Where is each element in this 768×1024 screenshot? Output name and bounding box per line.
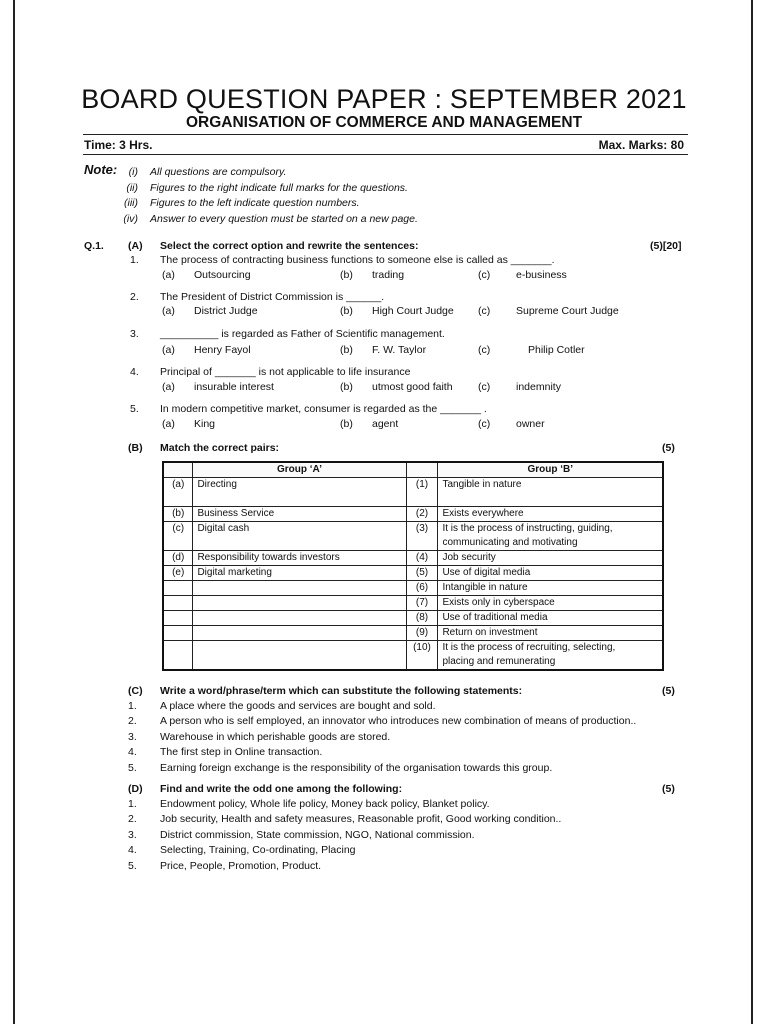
option-text: F. W. Taylor bbox=[372, 344, 427, 356]
option-text: King bbox=[194, 418, 216, 430]
list-item: A place where the goods and services are bought and sold. bbox=[160, 700, 436, 712]
group-b-item: Tangible in nature bbox=[438, 478, 663, 507]
note-num: (i) bbox=[128, 166, 138, 178]
table-row bbox=[163, 611, 663, 626]
section-heading: Match the correct pairs: bbox=[160, 442, 280, 454]
section-label: (A) bbox=[128, 240, 143, 252]
group-b-item-line: placing and remunerating bbox=[442, 656, 556, 667]
list-item: The first step in Online transaction. bbox=[160, 746, 323, 758]
page-title: BOARD QUESTION PAPER : SEPTEMBER 2021 bbox=[81, 84, 687, 114]
note-num: (iii) bbox=[124, 197, 138, 209]
list-item-number: 5. bbox=[128, 860, 137, 872]
option-label: (a) bbox=[162, 269, 175, 281]
mcq-question: In modern competitive market, consumer is regarded as the _______ . bbox=[160, 403, 487, 415]
option-text: High Court Judge bbox=[372, 305, 454, 317]
option-text: owner bbox=[516, 418, 545, 430]
group-a-item: Directing bbox=[193, 478, 406, 507]
section-label: (C) bbox=[128, 685, 143, 697]
table-row bbox=[163, 641, 663, 671]
section-label: (B) bbox=[128, 442, 143, 454]
mcq-question: The process of contracting business functions to someone else is called as _______. bbox=[160, 254, 555, 266]
list-item: A person who is self employed, an innovator who introduces new combination of means of production.. bbox=[160, 715, 637, 727]
group-b-item: Use of digital media bbox=[438, 566, 663, 581]
group-a-item: Business Service bbox=[193, 507, 406, 522]
option-text: trading bbox=[372, 269, 405, 281]
option-label: (b) bbox=[340, 269, 353, 281]
group-a-label: (e) bbox=[163, 566, 193, 581]
section-marks: (5) bbox=[662, 783, 675, 795]
mcq-number: 5. bbox=[130, 403, 139, 415]
right-border-line bbox=[751, 0, 753, 1024]
left-border-line bbox=[13, 0, 15, 1024]
group-a-item bbox=[193, 626, 406, 641]
option-text: Henry Fayol bbox=[194, 344, 251, 356]
option-label: (c) bbox=[478, 344, 491, 356]
group-b-header: Group ‘B’ bbox=[438, 462, 663, 478]
mcq-number: 1. bbox=[130, 254, 139, 266]
option-label: (c) bbox=[478, 269, 491, 281]
mcq-question: Principal of _______ is not applicable to life insurance bbox=[160, 366, 411, 378]
table-row bbox=[163, 626, 663, 641]
list-item-number: 1. bbox=[128, 798, 137, 810]
option-label: (a) bbox=[162, 381, 175, 393]
note-text: Figures to the right indicate full marks for the questions. bbox=[150, 182, 408, 194]
group-b-label: (5) bbox=[406, 566, 438, 581]
option-label: (a) bbox=[162, 418, 175, 430]
group-a-item bbox=[193, 596, 406, 611]
option-label: (a) bbox=[162, 344, 175, 356]
mcq-number: 4. bbox=[130, 366, 139, 378]
group-b-label: (7) bbox=[406, 596, 438, 611]
group-a-item bbox=[193, 641, 406, 671]
group-b-item: Intangible in nature bbox=[438, 581, 663, 596]
option-text: e-business bbox=[516, 269, 567, 281]
section-label: (D) bbox=[128, 783, 143, 795]
note-text: Answer to every question must be started on a new page. bbox=[150, 213, 418, 225]
list-item-number: 3. bbox=[128, 731, 137, 743]
list-item-number: 4. bbox=[128, 746, 137, 758]
list-item-number: 1. bbox=[128, 700, 137, 712]
option-text: insurable interest bbox=[194, 381, 274, 393]
table-header-cell bbox=[406, 462, 438, 478]
mcq-question: __________ is regarded as Father of Scientific management. bbox=[160, 328, 445, 340]
time-label: Time: 3 Hrs. bbox=[84, 138, 153, 152]
header-rule-top bbox=[83, 134, 688, 135]
mcq-number: 2. bbox=[130, 291, 139, 303]
group-a-header: Group ‘A’ bbox=[193, 462, 406, 478]
note-text: Figures to the left indicate question numbers. bbox=[150, 197, 360, 209]
list-item: Endowment policy, Whole life policy, Money back policy, Blanket policy. bbox=[160, 798, 490, 810]
section-marks: (5)[20] bbox=[650, 240, 682, 252]
option-text: agent bbox=[372, 418, 399, 430]
list-item: Earning foreign exchange is the responsibility of the organisation towards this group. bbox=[160, 762, 553, 774]
group-b-item-line: communicating and motivating bbox=[442, 537, 578, 548]
option-label: (b) bbox=[340, 418, 353, 430]
group-b-label: (10) bbox=[406, 641, 438, 671]
group-a-label: (b) bbox=[163, 507, 193, 522]
option-label: (b) bbox=[340, 381, 353, 393]
mcq-question: The President of District Commission is ______. bbox=[160, 291, 385, 303]
option-text: Outsourcing bbox=[194, 269, 251, 281]
option-text: utmost good faith bbox=[372, 381, 453, 393]
question-number: Q.1. bbox=[84, 240, 104, 252]
group-a-item: Responsibility towards investors bbox=[193, 551, 406, 566]
group-b-label: (4) bbox=[406, 551, 438, 566]
table-header-row bbox=[163, 462, 663, 478]
list-item-number: 2. bbox=[128, 813, 137, 825]
list-item: Selecting, Training, Co-ordinating, Placing bbox=[160, 844, 356, 856]
group-b-label: (6) bbox=[406, 581, 438, 596]
table-row bbox=[163, 551, 663, 566]
section-marks: (5) bbox=[662, 685, 675, 697]
group-a-item: Digital cash bbox=[193, 522, 406, 551]
list-item-number: 2. bbox=[128, 715, 137, 727]
group-b-item bbox=[438, 522, 663, 551]
option-label: (c) bbox=[478, 418, 491, 430]
option-text: District Judge bbox=[194, 305, 258, 317]
group-a-item bbox=[193, 611, 406, 626]
list-item-number: 4. bbox=[128, 844, 137, 856]
group-a-label bbox=[163, 611, 193, 626]
match-the-pairs-table bbox=[162, 461, 664, 671]
subject-title: ORGANISATION OF COMMERCE AND MANAGEMENT bbox=[185, 114, 583, 131]
note-num: (ii) bbox=[126, 182, 138, 194]
note-num: (iv) bbox=[123, 213, 138, 225]
list-item-number: 5. bbox=[128, 762, 137, 774]
option-label: (a) bbox=[162, 305, 175, 317]
group-a-label: (d) bbox=[163, 551, 193, 566]
option-label: (c) bbox=[478, 305, 491, 317]
group-b-item: Use of traditional media bbox=[438, 611, 663, 626]
group-b-item: Exists everywhere bbox=[438, 507, 663, 522]
option-text: Supreme Court Judge bbox=[516, 305, 619, 317]
list-item: Job security, Health and safety measures, Reasonable profit, Good working condition.. bbox=[160, 813, 562, 825]
group-b-item: Job security bbox=[438, 551, 663, 566]
list-item: Warehouse in which perishable goods are stored. bbox=[160, 731, 391, 743]
section-heading: Find and write the odd one among the following: bbox=[160, 783, 403, 795]
max-marks-label: Max. Marks: 80 bbox=[598, 138, 684, 152]
list-item-number: 3. bbox=[128, 829, 137, 841]
list-item: Price, People, Promotion, Product. bbox=[160, 860, 322, 872]
group-b-label: (9) bbox=[406, 626, 438, 641]
group-b-label: (1) bbox=[406, 478, 438, 507]
table-row bbox=[163, 596, 663, 611]
group-a-item bbox=[193, 581, 406, 596]
section-heading: Select the correct option and rewrite the sentences: bbox=[160, 240, 419, 252]
table-row bbox=[163, 478, 663, 507]
group-a-label: (c) bbox=[163, 522, 193, 551]
group-a-label bbox=[163, 626, 193, 641]
group-a-label bbox=[163, 596, 193, 611]
group-b-item-line: It is the process of instructing, guiding, bbox=[442, 523, 613, 534]
group-b-item: Return on investment bbox=[438, 626, 663, 641]
group-a-label: (a) bbox=[163, 478, 193, 507]
table-row bbox=[163, 566, 663, 581]
header-rule-bottom bbox=[83, 154, 688, 155]
group-b-label: (8) bbox=[406, 611, 438, 626]
section-heading: Write a word/phrase/term which can substitute the following statements: bbox=[160, 685, 523, 697]
section-marks: (5) bbox=[662, 442, 675, 454]
table-header-cell bbox=[163, 462, 193, 478]
group-a-item: Digital marketing bbox=[193, 566, 406, 581]
table-row bbox=[163, 507, 663, 522]
group-b-item-line: It is the process of recruiting, selecting, bbox=[442, 642, 616, 653]
group-b-label: (2) bbox=[406, 507, 438, 522]
note-text: All questions are compulsory. bbox=[150, 166, 287, 178]
option-label: (b) bbox=[340, 344, 353, 356]
note-label: Note: bbox=[84, 162, 118, 177]
group-a-label bbox=[163, 641, 193, 671]
option-text: Philip Cotler bbox=[528, 344, 585, 356]
group-b-label: (3) bbox=[406, 522, 438, 551]
group-b-item: Exists only in cyberspace bbox=[438, 596, 663, 611]
option-label: (c) bbox=[478, 381, 491, 393]
option-text: indemnity bbox=[516, 381, 561, 393]
mcq-number: 3. bbox=[130, 328, 139, 340]
list-item: District commission, State commission, NGO, National commission. bbox=[160, 829, 475, 841]
table-row bbox=[163, 581, 663, 596]
group-b-item bbox=[438, 641, 663, 671]
group-a-label bbox=[163, 581, 193, 596]
option-label: (b) bbox=[340, 305, 353, 317]
table-row bbox=[163, 522, 663, 551]
